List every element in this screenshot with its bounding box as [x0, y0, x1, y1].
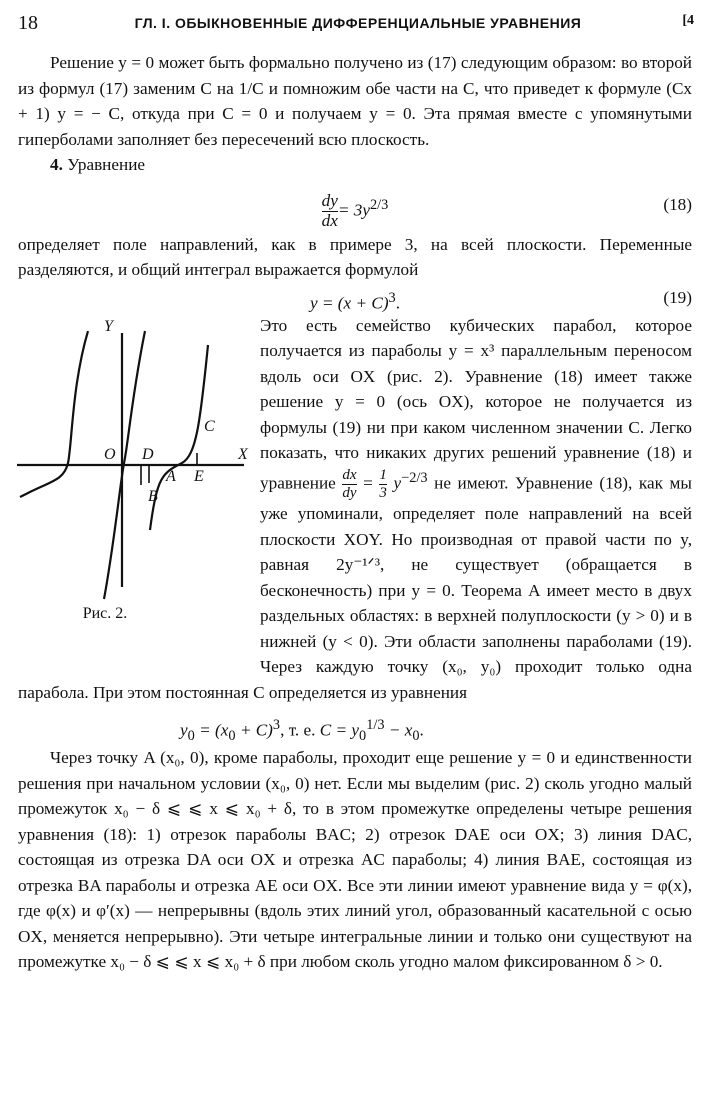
label-y: Y [104, 317, 113, 335]
label-x: X [238, 445, 248, 463]
dxdy-numerator: dx [342, 467, 357, 484]
paragraph-1: Решение y = 0 может быть формально получено из (17) следующим образом: во второй из формул (17) заменим C на 1/C и помножим обе части на C, что приведет к формуле (Cx + 1) y = − C, откуда при C = 0 и получаем y = 0. Эта прямая вместе с упомянутыми гиперболами заполняет без пересечений всю плоскость. [18, 53, 692, 149]
page-body [18, 50, 692, 975]
y0-rhs-end: + C) [235, 721, 273, 741]
eq18-exponent: 2/3 [370, 196, 389, 213]
equation-19 [18, 283, 692, 313]
label-c: C [204, 417, 215, 435]
equation-18 [18, 178, 692, 232]
power-exponent: −2/3 [401, 469, 428, 486]
parabola-right [150, 345, 208, 530]
c-end-sub: 0 [412, 728, 420, 745]
eq19-body: y = (x + C) [309, 293, 389, 313]
parabola-left [20, 331, 88, 497]
page-header [18, 12, 698, 38]
y0-rhs-sub: 0 [228, 728, 236, 745]
one-third-denominator: 3 [379, 484, 387, 501]
eq19-end: . [395, 293, 401, 313]
label-o: O [104, 445, 116, 463]
y0-lhs: y [180, 721, 188, 741]
label-b: B [148, 487, 158, 505]
paragraph-4-start: Это есть семейство кубических парабол, которое получается из параболы y = x³ параллельным переносом вдоль оси OX (рис. 2). Уравнение (18) имеет также решение y = 0 (ось OX), которое не получается из формулы (19) ни при каком численном значении C. Легко показать, что никаких других решений уравнение (18) и уравнение [260, 315, 692, 493]
one-third-numerator: 1 [379, 467, 387, 484]
y0-exponent: 3 [272, 717, 281, 734]
figure-caption: Рис. 2. [82, 604, 128, 622]
paragraph-3: определяет поле направлений, как в примере 3, на всей плоскости. Переменные разделяются, и общий интеграл выражается формулой [18, 234, 692, 279]
c-sub: 0 [359, 728, 367, 745]
c-exponent: 1/3 [366, 717, 385, 734]
eq19-label: (19) [663, 287, 692, 307]
equation-c [18, 705, 692, 745]
label-a: A [166, 467, 176, 485]
cubic-parabolas-diagram [12, 315, 252, 615]
dxdy-denominator: dy [342, 484, 357, 501]
label-d: D [142, 445, 154, 463]
eq18-numerator: dy [321, 190, 338, 210]
c-end: − x [384, 721, 413, 741]
one-third-fraction [379, 467, 387, 501]
y0-rhs: = (x [194, 721, 229, 741]
paragraph-5: Через точку A (x₀, 0), кроме параболы, проходит еще решение y = 0 и единственности решения при начальном условии (x₀, 0) нет. Если мы выделим (рис. 2) сколь угодно малый промежуток x₀ − δ ⩽ ⩽ x ⩽ x₀ + δ, то в этом промежутке определены четыре решения уравнения (18): 1) отрезок параболы BAC; 2) отрезок DAE оси OX; 3) линия DAC, состоящая из отрезка DA оси OX и отрезка AC параболы; 4) линия BAE, состоящая из отрезка BA параболы и отрезка AE оси OX. Все эти линии имеют уравнение вида y = φ(x), где φ(x) и φ′(x) — непрерывны (вдоль этих линий угол, образованный касательной с осью OX, меняется непрерывно). Эти четыре интегральные линии и только они существуют на промежутке x₀ − δ ⩽ ⩽ x ⩽ x₀ + δ при любом сколь угодно малом фиксированном δ > 0. [18, 748, 692, 972]
dxdy-equals: = [356, 473, 380, 493]
c-period: . [419, 721, 424, 741]
paragraph-4 [18, 313, 692, 706]
eq18-rhs: = 3y [337, 200, 371, 220]
dxdy-fraction [342, 467, 356, 501]
eq18-label: (18) [663, 194, 692, 214]
figure-2 [12, 315, 252, 657]
paragraph-2 [18, 152, 692, 178]
te-connector: , т. е. [280, 721, 320, 741]
page-number: 18 [18, 12, 38, 34]
section-mark: [4 [682, 13, 694, 28]
eq18-fraction [322, 192, 338, 231]
y0-sub: 0 [187, 728, 195, 745]
item-text: Уравнение [67, 155, 146, 174]
c-expr: C = y [319, 721, 360, 741]
power-base: y [386, 473, 402, 493]
chapter-title: ГЛ. I. ОБЫКНОВЕННЫЕ ДИФФЕРЕНЦИАЛЬНЫЕ УРАВНЕНИЯ [134, 15, 582, 31]
paragraph-4-end: не имеют. Уравнение (18), как мы уже упоминали, определяет поле направлений на всей плоскости XOY. Но производная от правой части по y, равная 2y⁻¹ᐟ³, не существует (обращается в бесконечность) при y = 0. Теорема А имеет место в двух раздельных областях: в верхней полуплоскости (y > 0) и в нижней (y < 0). Эти области заполнены параболами (19). Через каждую точку (x₀, y₀) проходит только одна парабола. При этом постоянная C определяется из уравнения [18, 473, 692, 702]
item-number: 4. [50, 155, 63, 174]
label-e: E [194, 467, 204, 485]
eq18-denominator: dx [321, 210, 338, 230]
eq19-exponent: 3 [388, 289, 396, 306]
